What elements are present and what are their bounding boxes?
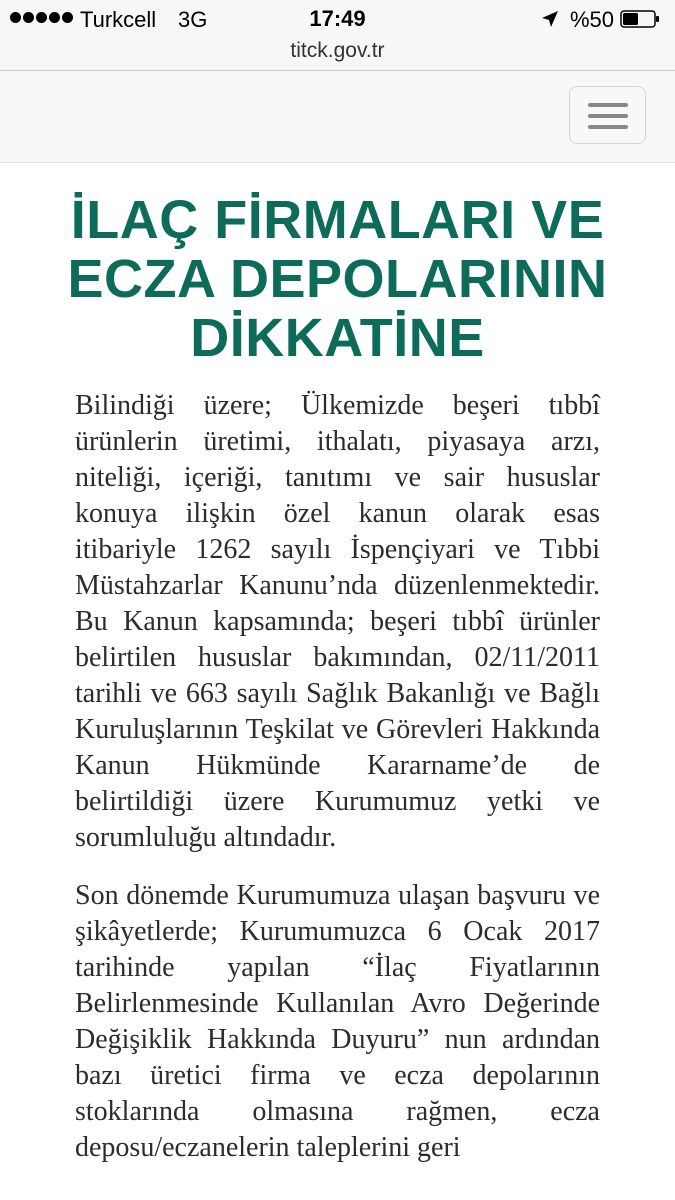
hamburger-bar [588,114,628,118]
hamburger-menu-icon [588,103,628,107]
battery-icon [620,10,660,28]
status-bar [0,0,675,38]
article-paragraph-1: Bilindiği üzere; Ülkemizde beşeri tıbbî ürünlerin üretimi, ithalatı, piyasaya arzı, niteliği, içeriği, tanıtımı ve sair hususlar konuya ilişkin özel kanun olarak esas itibariyle 1262 sayılı İspençiyari ve Tıbbi Müstahzarlar Kanunu’nda düzenlenmektedir. Bu Kanun kapsamında; beşeri tıbbî ürünler belirtilen hususlar bakımından, 02/11/2011 tarihli ve 663 sayılı Sağlık Bakanlığı ve Bağlı Kuruluşlarının Teşkilat ve Görevleri Hakkında Kanun Hükmünde Kararname’de de belirtildiği üzere Kurumumuz yetki ve sorumluluğu altındadır. [75,390,600,853]
url-text: titck.gov.tr [290,39,385,62]
article-content [0,163,675,1166]
hamburger-menu-button[interactable] [569,86,646,144]
network-type: 3G [178,7,208,32]
article-paragraph-2: Son dönemde Kurumumuza ulaşan başvuru ve şikâyetlerde; Kurumumuzca 6 Ocak 2017 tarihinde yapılan “İlaç Fiyatlarının Belirlenmesinde Kullanılan Avro Değerinde Değişiklik Hakkında Duyuru” nun ardından bazı üretici firma ve ecza depolarının stoklarında olmasına rağmen, ecza deposu/eczanelerin taleplerini geri [75,880,600,1163]
site-navbar [0,71,675,163]
address-bar[interactable] [0,38,675,71]
carrier-name: Turkcell [80,7,157,32]
battery-percent: %50 [570,7,615,32]
article-title: İLAÇ FİRMALARI VE ECZA DEPOLARININ DİKKATİNE [67,190,608,368]
status-time: 17:49 [309,6,366,31]
location-arrow-icon [540,9,560,29]
hamburger-bar [588,125,628,129]
